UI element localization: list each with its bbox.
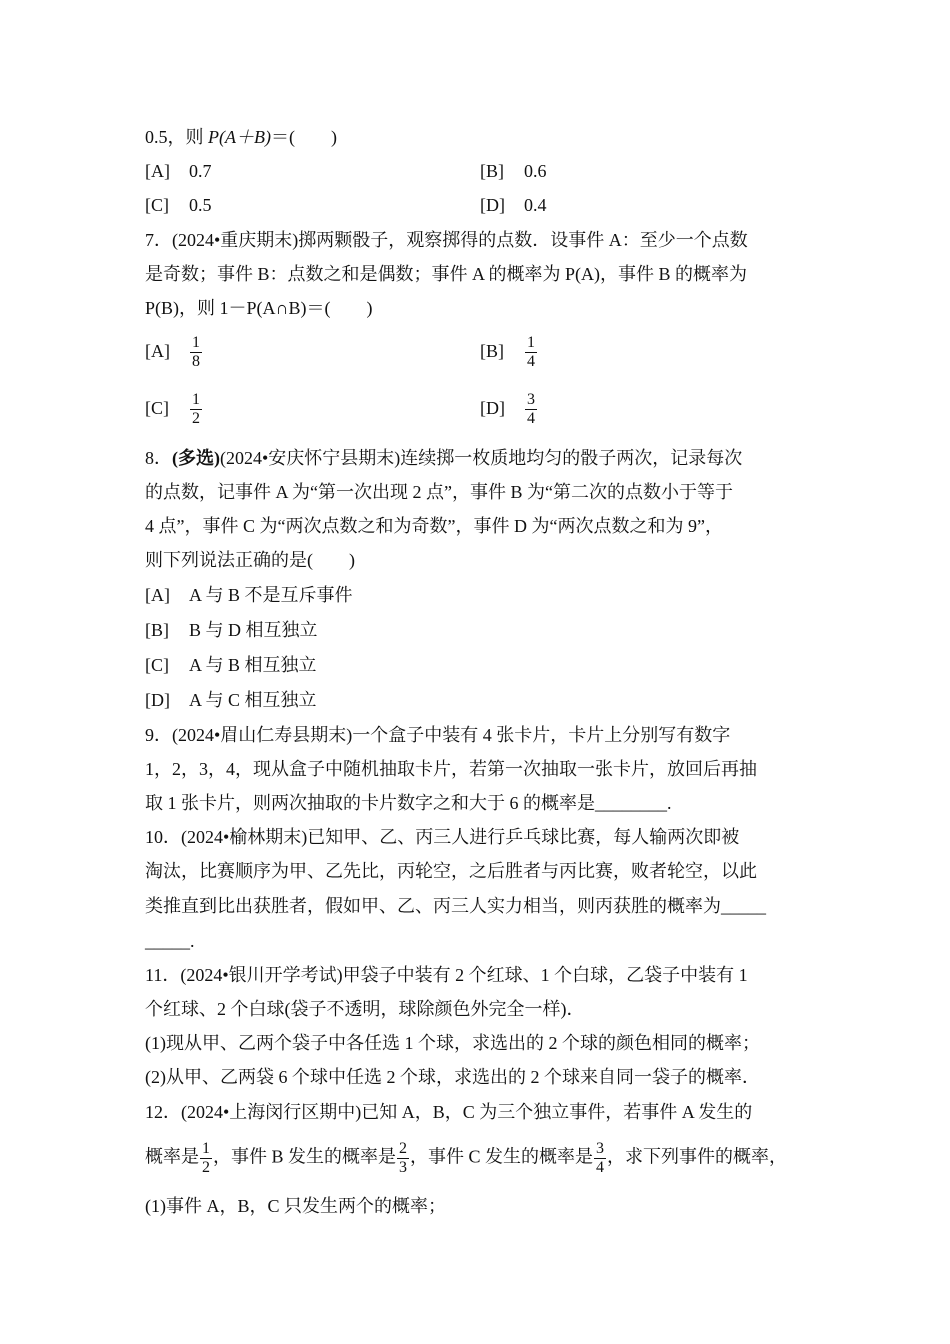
q12-stem-line-1: 12．(2024•上海闵行区期中)已知 A，B，C 为三个独立事件，若事件 A 发生的 — [145, 1102, 753, 1122]
q10-stem-line-1: 10．(2024•榆林期末)已知甲、乙、丙三人进行乒乓球比赛，每人输两次即被 — [145, 827, 740, 847]
q7-stem-line-2: 是奇数；事件 B：点数之和是偶数；事件 A 的概率为 P(A)，事件 B 的概率为 — [145, 264, 748, 284]
q6-stem-post: ＝( ) — [270, 127, 337, 147]
q7-stem-line-1: 7．(2024•重庆期末)掷两颗骰子，观察掷得的点数．设事件 A：至少一个点数 — [145, 230, 748, 250]
option-label: [D] — [480, 195, 505, 215]
fraction-denominator: 4 — [527, 410, 535, 427]
fraction-denominator: 8 — [192, 353, 200, 370]
q7-option-b[interactable] — [480, 334, 538, 371]
option-label: [C] — [145, 655, 169, 675]
fraction-numerator: 3 — [527, 391, 535, 408]
q11-stem-line-2: 个红球、2 个白球(袋子不透明，球除颜色外完全一样)． — [145, 999, 585, 1019]
q10-stem-line-2: 淘汰，比赛顺序为甲、乙先比，丙轮空，之后胜者与丙比赛，败者轮空，以此 — [145, 861, 757, 881]
fraction-denominator: 4 — [527, 353, 535, 370]
q11-stem-line-1: 11．(2024•银川开学考试)甲袋子中装有 2 个红球、1 个白球，乙袋子中装有 1 — [145, 965, 748, 985]
option-fraction — [525, 334, 537, 371]
q12-part-1: (1)事件 A，B，C 只发生两个的概率； — [145, 1196, 446, 1216]
option-text: A 与 B 不是互斥事件 — [189, 585, 353, 605]
q6-option-d[interactable] — [480, 193, 547, 217]
q8-option-b[interactable] — [145, 618, 318, 642]
option-label: [A] — [145, 161, 170, 181]
option-label: [D] — [480, 397, 505, 418]
q8-stem-line-2: 的点数，记事件 A 为“第一次出现 2 点”，事件 B 为“第二次的点数小于等于 — [145, 482, 733, 502]
q10-stem-line-3: 类推直到比出获胜者，假如甲、乙、丙三人实力相当，则丙获胜的概率为_____ — [145, 896, 766, 916]
fraction-numerator: 1 — [192, 334, 200, 351]
option-label: [D] — [145, 690, 170, 710]
option-text: A 与 B 相互独立 — [189, 655, 317, 675]
q12-text: ，事件 B 发生的概率是 — [213, 1146, 397, 1167]
fraction-denominator: 2 — [202, 1159, 210, 1176]
q11-part-2: (2)从甲、乙两袋 6 个球中任选 2 个球，求选出的 2 个球来自同一袋子的概率． — [145, 1067, 760, 1087]
q9-stem-line-1: 9．(2024•眉山仁寿县期末)一个盒子中装有 4 张卡片，卡片上分别写有数字 — [145, 725, 731, 745]
q8-option-a[interactable] — [145, 583, 353, 607]
q6-stem-pre: 0.5，则 — [145, 127, 208, 147]
option-text: B 与 D 相互独立 — [189, 620, 318, 640]
option-text: A 与 C 相互独立 — [189, 690, 317, 710]
option-value: 0.4 — [524, 195, 547, 215]
option-label: [B] — [145, 620, 169, 640]
option-label: [A] — [145, 585, 170, 605]
q12-fraction-b — [397, 1140, 409, 1177]
option-fraction — [190, 391, 202, 428]
option-label: [B] — [480, 161, 504, 181]
option-label: [C] — [145, 195, 169, 215]
option-fraction — [525, 391, 537, 428]
fraction-numerator: 1 — [527, 334, 535, 351]
q6-expression: P(A＋B) — [208, 127, 271, 147]
fraction-numerator: 1 — [192, 391, 200, 408]
q12-text: 概率是 — [145, 1146, 199, 1167]
q12-fraction-a — [200, 1140, 212, 1177]
option-value: 0.5 — [189, 195, 212, 215]
q8-multi-select-tag: (多选) — [172, 448, 220, 468]
option-label: [C] — [145, 397, 169, 418]
q7-stem-line-3: P(B)，则 1－P(A∩B)＝( ) — [145, 298, 373, 318]
q9-stem-line-2: 1，2，3，4，现从盒子中随机抽取卡片，若第一次抽取一张卡片，放回后再抽 — [145, 759, 757, 779]
q9-stem-line-3: 取 1 张卡片，则两次抽取的卡片数字之和大于 6 的概率是________. — [145, 793, 672, 813]
q8-number: 8． — [145, 448, 172, 468]
option-value: 0.6 — [524, 161, 547, 181]
option-fraction — [190, 334, 202, 371]
fraction-numerator: 2 — [399, 1140, 408, 1157]
fraction-denominator: 3 — [399, 1159, 408, 1176]
fraction-denominator: 2 — [192, 410, 200, 427]
q12-fraction-c — [594, 1140, 606, 1177]
q8-option-c[interactable] — [145, 653, 317, 677]
q8-stem-text: (2024•安庆怀宁县期末)连续掷一枚质地均匀的骰子两次，记录每次 — [220, 448, 743, 468]
fraction-numerator: 3 — [596, 1140, 605, 1157]
q12-text: ，求下列事件的概率， — [607, 1146, 788, 1167]
q8-stem-line-1 — [145, 446, 742, 470]
q6-option-c[interactable] — [145, 193, 212, 217]
q6-option-b[interactable] — [480, 159, 547, 183]
q12-text: ，事件 C 发生的概率是 — [410, 1146, 594, 1167]
q7-option-c[interactable] — [145, 391, 203, 428]
q7-option-a[interactable] — [145, 334, 203, 371]
fraction-denominator: 4 — [596, 1159, 605, 1176]
option-label: [B] — [480, 340, 504, 361]
fraction-numerator: 1 — [202, 1140, 210, 1157]
q8-stem-line-3: 4 点”，事件 C 为“两次点数之和为奇数”，事件 D 为“两次点数之和为 9”， — [145, 516, 723, 536]
q8-option-d[interactable] — [145, 688, 317, 712]
q7-option-d[interactable] — [480, 391, 538, 428]
q11-part-1: (1)现从甲、乙两个袋子中各任选 1 个球，求选出的 2 个球的颜色相同的概率； — [145, 1033, 760, 1053]
q10-stem-line-4: _____. — [145, 931, 195, 951]
q6-stem-tail — [145, 125, 337, 149]
q8-stem-line-4: 则下列说法正确的是( ) — [145, 550, 355, 570]
option-label: [A] — [145, 340, 170, 361]
option-value: 0.7 — [189, 161, 212, 181]
q6-option-a[interactable] — [145, 159, 212, 183]
q12-stem-line-2 — [145, 1140, 787, 1177]
